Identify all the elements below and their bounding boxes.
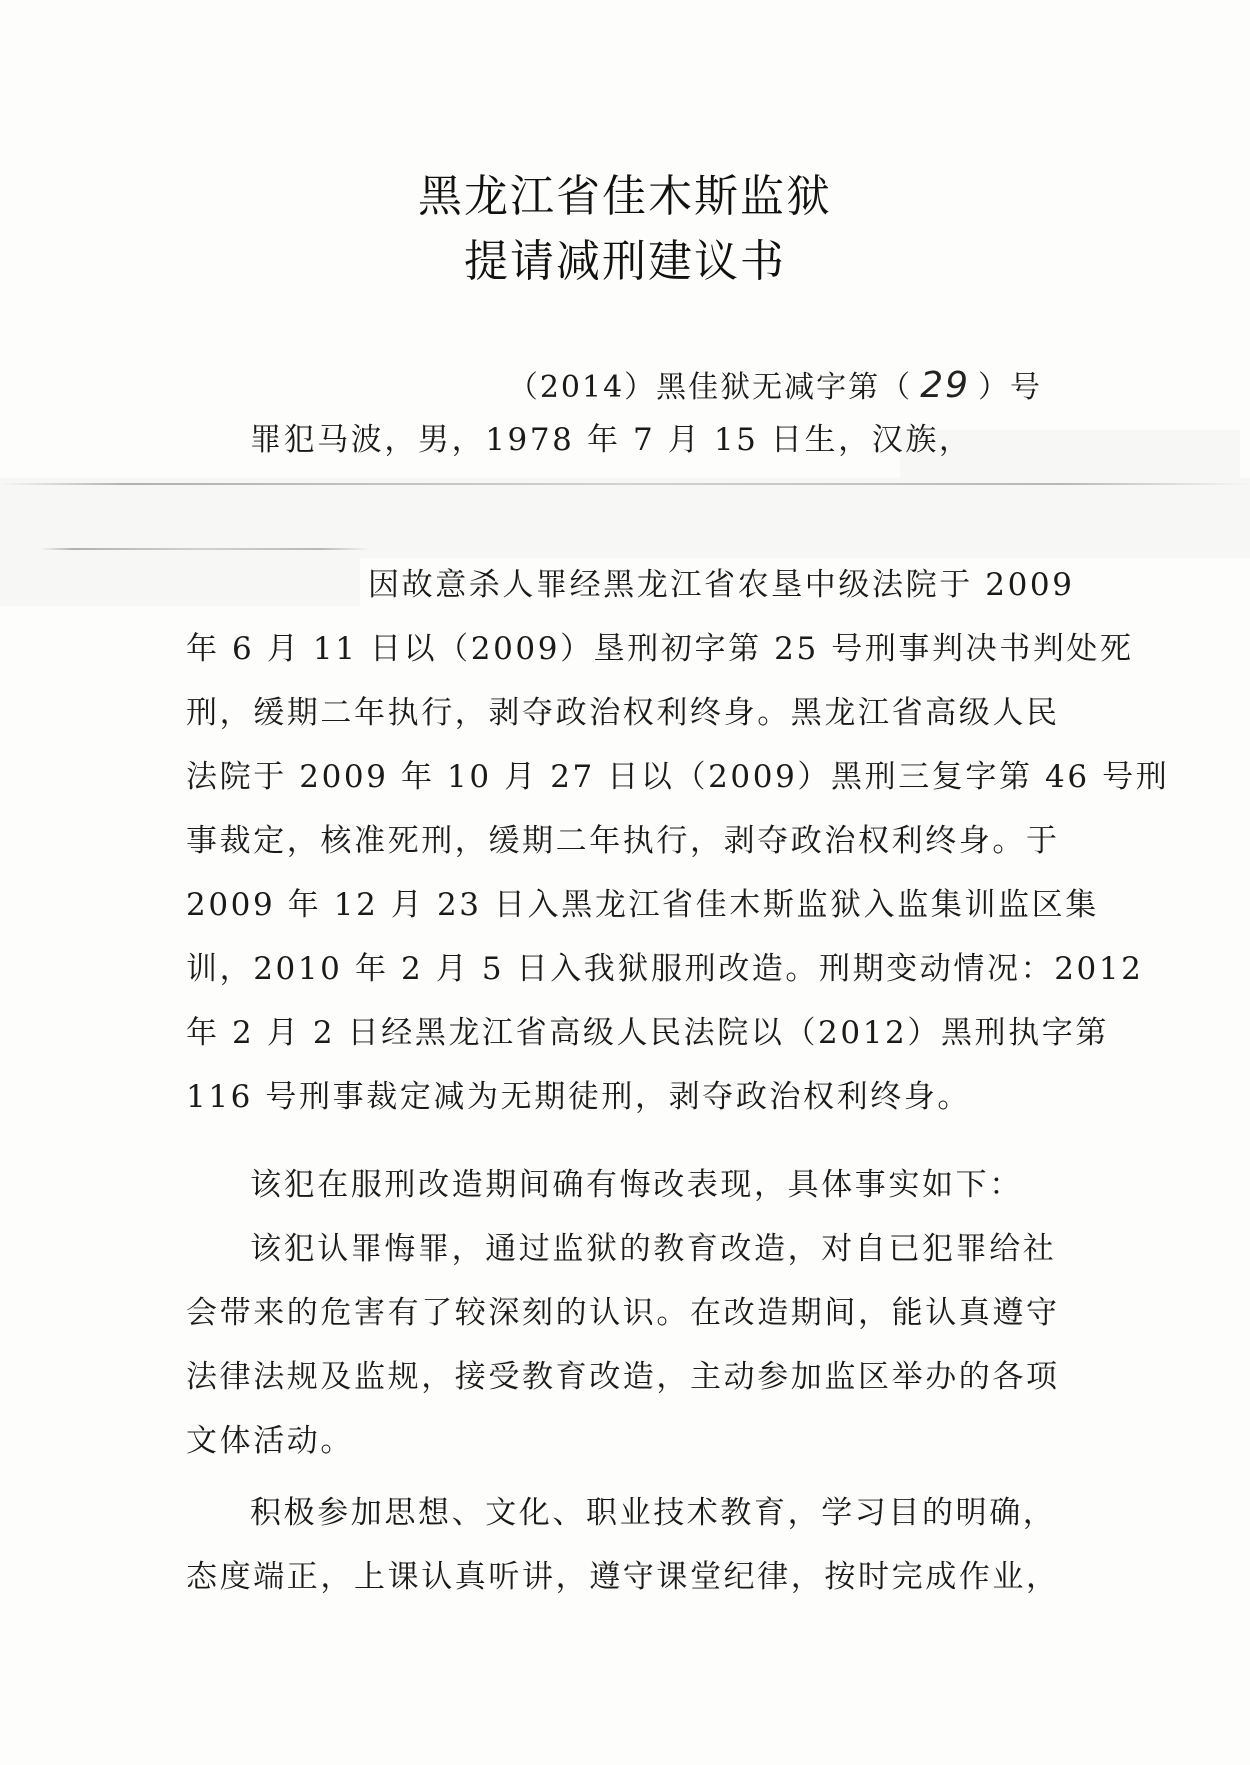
document-number	[508, 362, 1042, 406]
redaction-edge	[40, 548, 370, 550]
body-line: 训，2010 年 2 月 5 日入我狱服刑改造。刑期变动情况：2012	[186, 951, 1144, 987]
body-line: 罪犯马波，男，1978 年 7 月 15 日生，汉族，	[250, 422, 973, 458]
redaction-block	[0, 556, 360, 606]
body-line: 该犯在服刑改造期间确有悔改表现，具体事实如下：	[250, 1167, 1023, 1203]
body-line: 年 2 月 2 日经黑龙江省高级人民法院以（2012）黑刑执字第	[186, 1015, 1109, 1051]
body-line: 文体活动。	[186, 1423, 354, 1459]
body-line: 该犯认罪悔罪，通过监狱的教育改造，对自已犯罪给社	[250, 1231, 1057, 1267]
document-title-line2: 提请减刑建议书	[464, 236, 786, 287]
body-line: 因故意杀人罪经黑龙江省农垦中级法院于 2009	[368, 567, 1075, 603]
body-line: 116 号刑事裁定减为无期徒刑，剥夺政治权利终身。	[186, 1079, 972, 1115]
document-number-handwritten: 29	[920, 365, 970, 406]
body-line: 态度端正，上课认真听讲，遵守课堂纪律，按时完成作业，	[186, 1559, 1060, 1595]
redaction-block	[0, 478, 1250, 558]
body-line: 年 6 月 11 日以（2009）垦刑初字第 25 号刑事判决书判处死	[186, 631, 1134, 667]
body-line: 2009 年 12 月 23 日入黑龙江省佳木斯监狱入监集训监区集	[186, 887, 1099, 923]
body-line: 会带来的危害有了较深刻的认识。在改造期间，能认真遵守	[186, 1295, 1060, 1331]
body-line: 法院于 2009 年 10 月 27 日以（2009）黑刑三复字第 46 号刑	[186, 759, 1170, 795]
document-number-prefix: （2014）黑佳狱无减字第（	[507, 370, 913, 405]
body-line: 事裁定，核准死刑，缓期二年执行，剥夺政治权利终身。于	[186, 823, 1060, 859]
document-title-line1: 黑龙江省佳木斯监狱	[418, 171, 832, 222]
body-line: 法律法规及监规，接受教育改造，主动参加监区举办的各项	[186, 1359, 1060, 1395]
body-line: 积极参加思想、文化、职业技术教育，学习目的明确，	[250, 1495, 1057, 1531]
body-line: 刑，缓期二年执行，剥夺政治权利终身。黑龙江省高级人民	[186, 695, 1060, 731]
redaction-edge	[0, 483, 1250, 485]
document-number-suffix: ）号	[978, 370, 1042, 405]
